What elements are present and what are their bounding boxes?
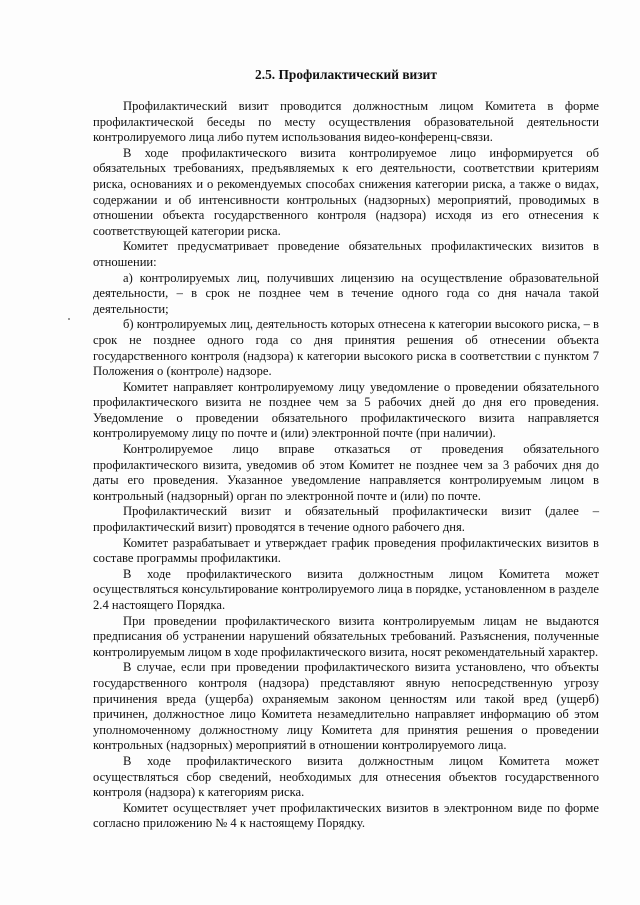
paragraph-no-orders: При проведении профилактического визита контролируемым лицам не выдаются предписания об устранении нарушений обязательных требований. Разъяснения, полученные контролируемым лицом в ходе профилактического визита, носят рекомендательный характер. [93,613,599,659]
paragraph-schedule: Комитет разрабатывает и утверждает график проведения профилактических визитов в составе программы профилактики. [93,535,599,566]
document-body [93,66,599,832]
paragraph-consulting: В ходе профилактического визита должностным лицом Комитета может осуществляться консультирование контролируемого лица в порядке, установленном в разделе 2.4 настоящего Порядка. [93,566,599,612]
section-heading: 2.5. Профилактический визит [255,67,437,82]
paragraph-threat: В случае, если при проведении профилактического визита установлено, что объекты государственного контроля (надзора) представляют явную непосредственную угрозу причинения вреда (ущерба) охраняемым законом ценностям или такой вред (ущерб) причинен, должностное лицо Комитета незамедлительно направляет информацию об этом уполномоченному должностному лицу Комитета для принятия решения о проведении контрольных (надзорных) мероприятий в отношении контролируемого лица. [93,660,599,753]
paragraph-accounting: Комитет осуществляет учет профилактических визитов в электронном виде по форме согласно приложению № 4 к настоящему Порядку. [93,800,599,831]
paragraph-item-b: б) контролируемых лиц, деятельность которых отнесена к категории высокого риска, – в срок не позднее одного года со дня принятия решения об отнесении объекта государственного контроля (надзора) к категории высокого риска в соответствии с пунктом 7 Положения о (контроле) надзоре. [93,317,599,379]
paragraph-data-collection: В ходе профилактического визита должностным лицом Комитета может осуществляться сбор сведений, необходимых для отнесения объектов государственного контроля (надзора) к категориям риска. [93,753,599,800]
paragraph-mandatory-visits: Комитет предусматривает проведение обязательных профилактических визитов в отношении: [93,239,599,269]
paragraph-visit-definition: Профилактический визит проводится должностным лицом Комитета в форме профилактической беседы по месту осуществления образовательной деятельности контролируемого лица либо путем использования видео-конференц-связи. [93,99,599,145]
paragraph-item-a: а) контролируемых лиц, получивших лицензию на осуществление образовательной деятельности, – в срок не позднее чем в течение одного года со дня начала такой деятельности; [93,270,599,316]
paragraph-refusal: Контролируемое лицо вправе отказаться от проведения обязательного профилактического визита, уведомив об этом Комитет не позднее чем за 3 рабочих дня до даты его проведения. Указанное уведомление направляется контролируемым лицом в контрольный (надзорный) орган по электронной почте и (или) по почте. [93,442,599,503]
paragraph-duration: Профилактический визит и обязательный профилактически визит (далее – профилактический визит) проводятся в течение одного рабочего дня. [93,504,599,535]
scan-speck [68,318,70,320]
paragraph-informing: В ходе профилактического визита контролируемое лицо информируется об обязательных требованиях, предъявляемых к его деятельности, соответствии критериям риска, основаниях и о рекомендуемых способах снижения категории риска, а также о видах, содержании и об интенсивности контрольных (надзорных) мероприятий, проводимых в отношении объекта государственного контроля (надзора) исходя из его отнесения к соответствующей категории риска. [93,145,599,238]
paragraph-notification: Комитет направляет контролируемому лицу уведомление о проведении обязательного профилактического визита не позднее чем за 5 рабочих дней до дня его проведения. Уведомление о проведении обязательного профилактического визита направляется контролируемому лицу по почте и (или) электронной почте (при наличии). [93,379,599,441]
